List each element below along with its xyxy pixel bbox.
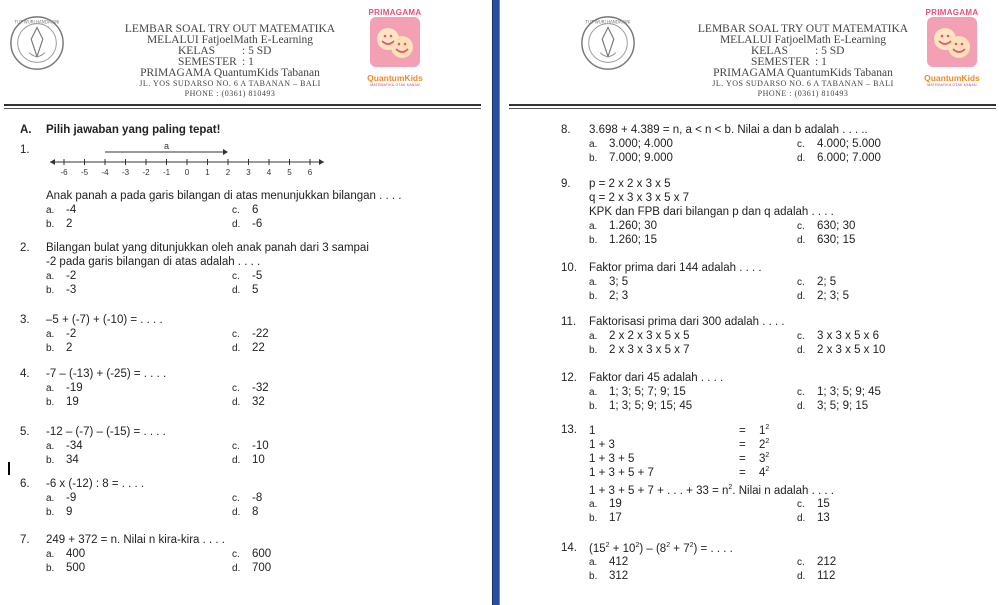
semester-label: SEMESTER [178, 56, 237, 68]
option-b[interactable]: b. 17 [589, 512, 622, 524]
option-b[interactable]: b. 2; 3 [589, 290, 629, 302]
page-divider [492, 0, 500, 605]
option-c[interactable]: c. 630; 30 [797, 220, 856, 232]
kelas-label: KELAS [178, 45, 216, 57]
tick-label: 1 [205, 168, 210, 177]
header-phone: PHONE : (0361) 810493 [184, 89, 276, 98]
option-b[interactable]: b. 9 [46, 506, 73, 518]
option-b[interactable]: b. 34 [46, 454, 79, 466]
option-d[interactable]: d. 6.000; 7.000 [797, 152, 881, 164]
option-b[interactable]: b. 2 [46, 218, 73, 230]
option-a[interactable]: a. 1.260; 30 [589, 220, 657, 232]
header-school: PRIMAGAMA QuantumKids Tabanan [713, 67, 893, 79]
tick-label: 5 [287, 168, 292, 177]
option-b[interactable]: b. 1; 3; 5; 9; 15; 45 [589, 400, 693, 412]
tut-wuri-seal-icon [8, 14, 66, 72]
question-text-line2: -2 pada garis bilangan di atas adalah . . . . [46, 256, 261, 268]
question-text: -6 x (-12) : 8 = . . . . [46, 478, 145, 490]
worksheet-header [505, 0, 1000, 112]
tick-label: -1 [162, 168, 171, 177]
smiley-faces-icon [370, 17, 420, 67]
option-a[interactable]: a. 3.000; 4.000 [589, 138, 673, 150]
option-a[interactable]: a. -34 [46, 440, 83, 452]
option-d[interactable]: d. 22 [232, 342, 265, 354]
question-text: Faktor prima dari 144 adalah . . . . [589, 262, 762, 274]
option-a[interactable]: a. -2 [46, 328, 77, 340]
tick-label: -3 [121, 168, 130, 177]
option-b[interactable]: b. 7.000; 9.000 [589, 152, 673, 164]
option-d[interactable]: d. 2 x 3 x 5 x 10 [797, 344, 886, 356]
question-text: Anak panah a pada garis bilangan di atas menunjukkan bilangan . . . . [46, 190, 402, 202]
option-d[interactable]: d. 32 [232, 396, 265, 408]
arrow-a-label: a [163, 142, 170, 151]
header-rule-thin [509, 108, 996, 109]
option-a[interactable]: a. -4 [46, 204, 77, 216]
seal-text: TUT WURI HANDAYANI [14, 19, 60, 25]
header-subtitle: MELALUI FatjoelMath E-Learning [146, 34, 314, 46]
option-b[interactable]: b. 1.260; 15 [589, 234, 657, 246]
header-phone: PHONE : (0361) 810493 [757, 89, 849, 98]
header-rule-thick [4, 104, 481, 106]
option-a[interactable]: a. 400 [46, 548, 86, 560]
pattern-row: $1 + 3 = 2^2$ [589, 438, 770, 451]
option-d[interactable]: d. 3; 5; 9; 15 [797, 400, 869, 412]
worksheet-page-left: TUT WURI HANDAYANI LEMBAR SOAL TRY OUT MATEMATIKA MELALUI FatjoelMath E-Learning KELAS : 5 SD SEMESTER : 1 PRIMAGAMA QuantumKids Tabanan JL. YOS SUDARSO NO. 6 A TABANAN – BALI PHONE : (0361) 810493 PRIMAGAMA QuantumKids MATEMATIKA OTAK KANAN A. Pilih jawaban yang paling tepat! 1. -6 -5 -4 -3 -2 -1 0 1 2 3 4 5 6 a Anak panah a pada garis bilangan di atas menunjukkan bilangan . . . . a. -4 b. 2 c. 6 d. -6 2. Bilangan bulat yang ditunjukkan oleh anak panah dari 3 sampai -2 pada garis bilangan di atas adalah . . . . a. -2 b. -3 c. -5 d. 5 3. –5 + (-7) + (-10) = . . . . a. -2 b. 2 c. -22 d. 22 4. -7 – (-13) + (-25) = . . . . a. -19 b. 19 c. -32 d. 32 5. -12 – (-7) – (-15) = . . . . a. -34 b. 34 c. -10 d. 10 6. -6 x (-12) : 8 = . . . . a. -9 b. 9 c. -8 d. 8 7. 249 + 372 = n. Nilai n kira-kira . . . . a. 400 b. 500 c. 600 d. 700 [0, 0, 485, 605]
pattern-row: $1 + 3 + 5 + 7 = 4^2$ [589, 466, 770, 479]
question-text: KPK dan FPB dari bilangan p dan q adalah . . . . [589, 206, 834, 218]
option-b[interactable]: b. 312 [589, 570, 629, 582]
worksheet-header [0, 0, 485, 112]
option-a[interactable]: a. 2 x 2 x 3 x 5 x 5 [589, 330, 690, 342]
tick-label: 2 [225, 168, 231, 177]
pattern-row: $1 = 1^2$ [589, 424, 770, 437]
brand-sub-text: MATEMATIKA OTAK KANAN [370, 83, 420, 87]
option-d[interactable]: d. -6 [232, 218, 263, 230]
semester-label: SEMESTER [751, 56, 810, 68]
option-c[interactable]: c. -5 [232, 270, 263, 282]
option-b[interactable]: b. -3 [46, 284, 77, 296]
worksheet-page-right: TUT WURI HANDAYANI LEMBAR SOAL TRY OUT MATEMATIKA MELALUI FatjoelMath E-Learning KELAS : 5 SD SEMESTER : 1 PRIMAGAMA QuantumKids Tabanan JL. YOS SUDARSO NO. 6 A TABANAN – BALI PHONE : (0361) 810493 PRIMAGAMA QuantumKids MATEMATIKA OTAK KANAN 8. 3.698 + 4.389 = n, a < n < b. Nilai a dan b adalah . . . .. a. 3.000; 4.000 b. 7.000; 9.000 c. 4.000; 5.000 d. 6.000; 7.000 9. p = 2 x 2 x 3 x 5 q = 2 x 3 x 3 x 5 x 7 KPK dan FPB dari bilangan p dan q adalah . . . . a. 1.260; 30 b. 1.260; 15 c. 630; 30 d. 630; 15 10. Faktor prima dari 144 adalah . . . . a. 3; 5 b. 2; 3 c. 2; 5 d. 2; 3; 5 11. Faktorisasi prima dari 300 adalah . . . . a. 2 x 2 x 3 x 5 x 5 b. 2 x 3 x 3 x 5 x 7 c. 3 x 3 x 5 x 6 d. 2 x 3 x 5 x 10 12. Faktor dari 45 adalah . . . . a. 1; 3; 5; 7; 9; 15 b. 1; 3; 5; 9; 15; 45 c. 1; 3; 5; 9; 45 d. 3; 5; 9; 15 13. $1 = 1^2$ $1 + 3 = 2^2$ $1 + 3 + 5 = 3^2$ $1 + 3 + 5 + 7 = 4^2$ 1 + 3 + 5 + 7 + . . . + $33 = n^2$. Nilai n adalah . . . . a. 19 b. 17 c. 15 d. 13 14. $(15^2 + 10^2) - (8^2 + 7^2)$ = . . . . a. 412 b. 312 c. 212 d. 112 [505, 0, 1000, 605]
question-line-q: q = 2 x 3 x 3 x 5 x 7 [589, 192, 690, 204]
arrow-a-head-icon [223, 149, 228, 155]
axis-left-arrow-icon [50, 159, 55, 165]
option-d[interactable]: d. 112 [797, 570, 836, 582]
tick-label: 4 [266, 168, 272, 177]
text-cursor [8, 462, 10, 475]
pattern-row: $1 + 3 + 5 = 3^2$ [589, 452, 770, 465]
option-a[interactable]: a. -2 [46, 270, 77, 282]
question-text: –5 + (-7) + (-10) = . . . . [46, 314, 163, 326]
option-c[interactable]: c. 6 [232, 204, 259, 216]
kelas-label: KELAS [751, 45, 789, 57]
option-a[interactable]: a. 3; 5 [589, 276, 629, 288]
option-c[interactable]: c. 3 x 3 x 5 x 6 [797, 330, 880, 342]
option-a[interactable]: a. -19 [46, 382, 83, 394]
number-line-figure [40, 142, 360, 182]
tick-label: 0 [184, 168, 190, 177]
option-c[interactable]: c. 15 [797, 498, 830, 510]
option-c[interactable]: c. 2; 5 [797, 276, 837, 288]
question-text: 1 + 3 + 5 + 7 + . . . + $33 = n^2$. Nilai n adalah . . . . [589, 484, 834, 497]
primagama-logo [917, 8, 987, 96]
seal-text: TUT WURI HANDAYANI [585, 19, 631, 25]
question-text: -12 – (-7) – (-15) = . . . . [46, 426, 166, 438]
option-c[interactable]: c. 4.000; 5.000 [797, 138, 881, 150]
tick-label: -6 [60, 168, 68, 177]
question-text: $(15^2 + 10^2) - (8^2 + 7^2)$ = . . . . [589, 542, 733, 555]
option-d[interactable]: d. 5 [232, 284, 259, 296]
option-a[interactable]: a. -9 [46, 492, 77, 504]
option-c[interactable]: c. 212 [797, 556, 837, 568]
option-d[interactable]: d. 2; 3; 5 [797, 290, 849, 302]
option-d[interactable]: d. 10 [232, 454, 265, 466]
header-title: LEMBAR SOAL TRY OUT MATEMATIKA [697, 23, 909, 35]
option-d[interactable]: d. 8 [232, 506, 259, 518]
tick-label: -4 [101, 168, 109, 177]
semester-value: : 1 [242, 56, 254, 68]
semester-value: : 1 [815, 56, 827, 68]
header-text-block [653, 24, 953, 99]
question-line-p: p = 2 x 2 x 3 x 5 [589, 178, 671, 190]
question-text: 3.698 + 4.389 = n, a < n < b. Nilai a dan b adalah . . . .. [589, 124, 868, 136]
question-text: Faktorisasi prima dari 300 adalah . . . . [589, 316, 785, 328]
header-school: PRIMAGAMA QuantumKids Tabanan [140, 67, 320, 79]
section-heading: A. Pilih jawaban yang paling tepat! [20, 124, 221, 136]
header-address: JL. YOS SUDARSO NO. 6 A TABANAN – BALI [712, 79, 894, 88]
tick-label: -2 [142, 168, 150, 177]
header-rule-thick [509, 104, 996, 106]
option-a[interactable]: a. 19 [589, 498, 622, 510]
tut-wuri-seal-icon [579, 14, 637, 72]
question-text: -7 – (-13) + (-25) = . . . . [46, 368, 167, 380]
option-d[interactable]: d. 700 [232, 562, 272, 574]
header-address: JL. YOS SUDARSO NO. 6 A TABANAN – BALI [139, 79, 321, 88]
brand-top-text: PRIMAGAMA [925, 8, 979, 17]
header-subtitle: MELALUI FatjoelMath E-Learning [719, 34, 887, 46]
kelas-value: : 5 SD [815, 45, 845, 57]
option-b[interactable]: b. 19 [46, 396, 79, 408]
brand-top-text: PRIMAGAMA [368, 8, 422, 17]
smiley-faces-icon [927, 17, 977, 67]
option-d[interactable]: d. 630; 15 [797, 234, 856, 246]
option-a[interactable]: a. 412 [589, 556, 629, 568]
axis-right-arrow-icon [319, 159, 324, 165]
header-rule-thin [4, 108, 481, 109]
brand-bottom-text: QuantumKids [367, 73, 423, 83]
option-c[interactable]: c. 600 [232, 548, 272, 560]
tick-label: 3 [246, 168, 251, 177]
option-b[interactable]: b. 2 x 3 x 3 x 5 x 7 [589, 344, 690, 356]
option-c[interactable]: c. -32 [232, 382, 269, 394]
question-text: 249 + 372 = n. Nilai n kira-kira . . . . [46, 534, 225, 546]
header-title: LEMBAR SOAL TRY OUT MATEMATIKA [124, 23, 336, 35]
header-text-block [80, 24, 380, 99]
option-d[interactable]: d. 13 [797, 512, 830, 524]
option-b[interactable]: b. 2 [46, 342, 73, 354]
question-text: Bilangan bulat yang ditunjukkan oleh anak panah dari 3 sampai [46, 242, 369, 254]
option-c[interactable]: c. 1; 3; 5; 9; 45 [797, 386, 881, 398]
tick-label: -5 [80, 168, 89, 177]
question-text: Faktor dari 45 adalah . . . . [589, 372, 724, 384]
option-a[interactable]: a. 1; 3; 5; 7; 9; 15 [589, 386, 686, 398]
option-b[interactable]: b. 500 [46, 562, 86, 574]
option-c[interactable]: c. -8 [232, 492, 263, 504]
primagama-logo [360, 8, 430, 96]
brand-sub-text: MATEMATIKA OTAK KANAN [927, 83, 977, 87]
option-c[interactable]: c. -10 [232, 440, 269, 452]
brand-bottom-text: QuantumKids [924, 73, 980, 83]
kelas-value: : 5 SD [242, 45, 272, 57]
option-c[interactable]: c. -22 [232, 328, 269, 340]
tick-label: 6 [307, 168, 313, 177]
